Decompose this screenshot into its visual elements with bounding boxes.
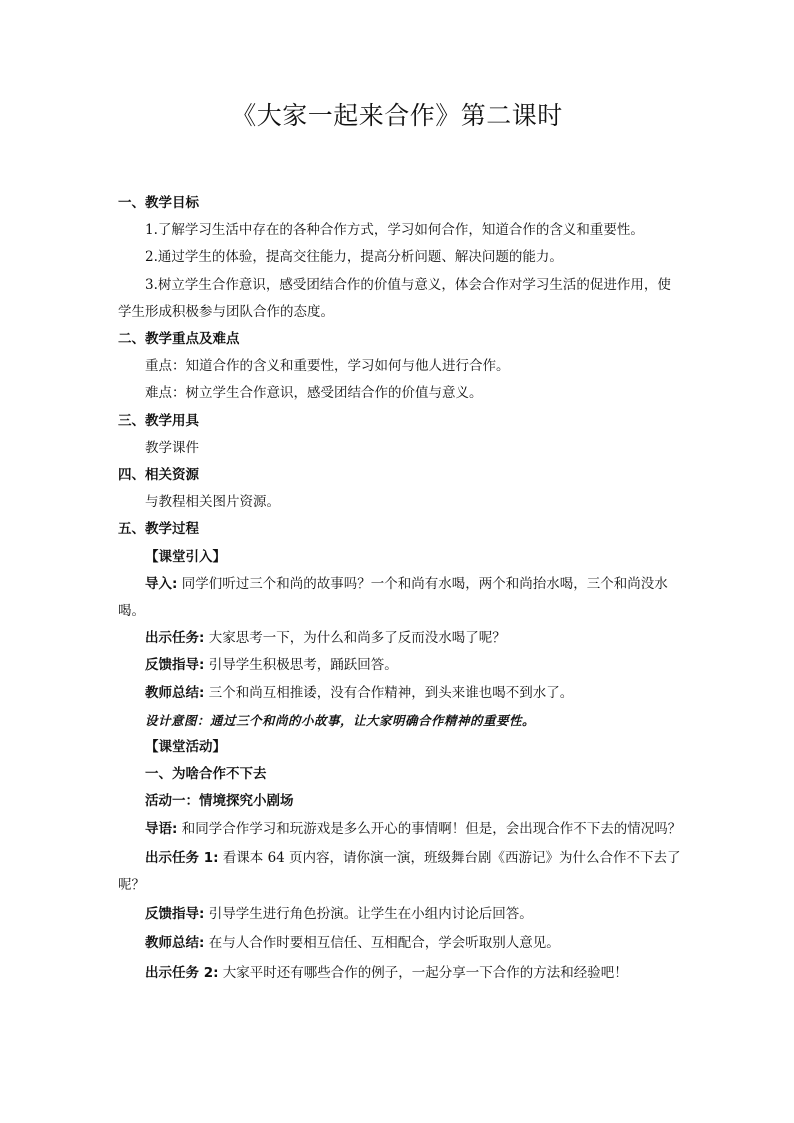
resources-text: 与教程相关图片资源。 — [145, 494, 280, 511]
intro-summary-text: 三个和尚互相推诿，没有合作精神，到头来谁也喝不到水了。 — [204, 684, 574, 701]
section-heading-objectives: 一、教学目标 — [118, 195, 199, 211]
activity-summary-text: 在与人合作时要相互信任、互相配合，学会听取别人意见。 — [204, 935, 560, 952]
intro-feedback-text: 引导学生积极思考，踊跃回答。 — [204, 657, 398, 674]
subsection-activity-label: 【课堂活动】 — [145, 739, 226, 756]
objective-item: 3.树立学生合作意识，感受团结合作的价值与意义，体会合作对学习生活的促进作用，使学生形成积极参与团队合作的态度。 — [118, 276, 671, 320]
activity-feedback — [118, 901, 684, 928]
intro-feedback-label: 反馈指导: — [145, 657, 205, 674]
intro-summary-label: 教师总结: — [145, 684, 205, 701]
section-heading-resources: 四、相关资源 — [118, 467, 199, 484]
activity-feedback-text: 引导学生进行角色扮演。让学生在小组内讨论后回答。 — [204, 906, 533, 923]
section-heading-process: 五、教学过程 — [118, 521, 199, 538]
subsection-intro-label: 【课堂引入】 — [145, 548, 226, 565]
design-intent: 设计意图：通过三个和尚的小故事，让大家明确合作精神的重要性。 — [145, 712, 536, 728]
intro-lead-text: 同学们听过三个和尚的故事吗？一个和尚有水喝，两个和尚抬水喝，三个和尚没水喝。 — [118, 575, 668, 620]
objective-item: 2.通过学生的体验，提高交往能力，提高分析问题、解决问题的能力。 — [145, 249, 563, 266]
activity-task-1 — [118, 845, 684, 899]
intro-task-label: 出示任务: — [145, 630, 205, 647]
activity-task-1-text: 看课本 64 页内容，请你演一演，班级舞台剧《西游记》为什么合作不下去了呢？ — [118, 849, 681, 894]
activity-heading: 活动一：情境探究小剧场 — [145, 793, 294, 810]
objective-item: 1.了解学习生活中存在的各种合作方式，学习如何合作，知道合作的含义和重要性。 — [145, 222, 644, 239]
key-point: 重点：知道合作的含义和重要性，学习如何与他人进行合作。 — [145, 358, 510, 375]
activity-task-1-label: 出示任务 1: — [145, 849, 219, 866]
activity-feedback-label: 反馈指导: — [145, 906, 205, 923]
intro-feedback — [118, 652, 684, 679]
intro-lead-label: 导入: — [145, 575, 178, 592]
activity-summary-label: 教师总结: — [145, 935, 205, 952]
part-heading: 一、为啥合作不下去 — [145, 766, 267, 783]
page-title: 《大家一起来合作》第二课时 — [231, 101, 563, 130]
activity-task-2-label: 出示任务 2: — [145, 964, 219, 981]
intro-task — [118, 625, 684, 652]
activity-lead — [118, 816, 684, 843]
section-heading-key-points: 二、教学重点及难点 — [118, 331, 240, 348]
intro-lead — [118, 571, 684, 625]
tools-text: 教学课件 — [145, 439, 199, 456]
activity-lead-label: 导语: — [145, 820, 178, 837]
intro-summary — [118, 680, 684, 707]
document-body — [118, 190, 684, 987]
section-heading-tools: 三、教学用具 — [118, 412, 199, 429]
activity-task-2-text: 大家平时还有哪些合作的例子，一起分享一下合作的方法和经验吧！ — [218, 964, 628, 981]
intro-task-text: 大家思考一下，为什么和尚多了反而没水喝了呢？ — [204, 630, 506, 647]
activity-task-2 — [118, 960, 684, 987]
activity-summary — [118, 930, 684, 957]
activity-lead-text: 和同学合作学习和玩游戏是多么开心的事情啊！但是，会出现合作不下去的情况吗？ — [177, 820, 682, 837]
difficult-point: 难点：树立学生合作意识，感受团结合作的价值与意义。 — [145, 385, 483, 402]
